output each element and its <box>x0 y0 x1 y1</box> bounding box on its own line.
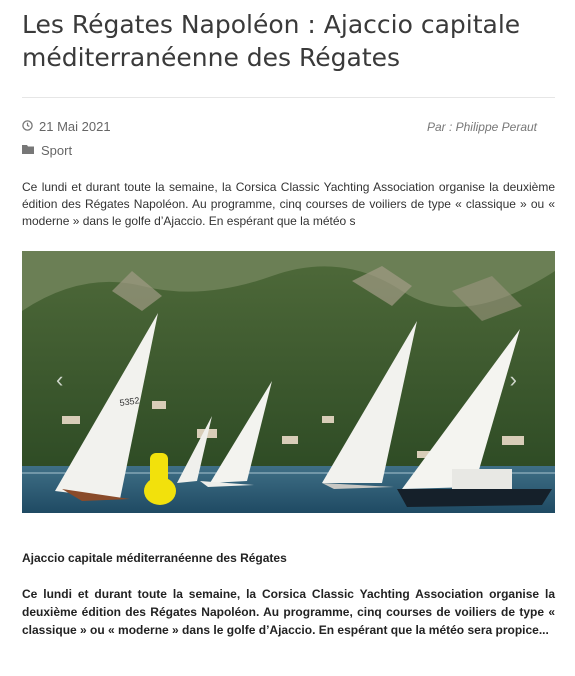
date-text: 21 Mai 2021 <box>39 119 111 134</box>
section-title: Ajaccio capitale méditerranéenne des Régates <box>22 551 287 565</box>
article-intro: Ce lundi et durant toute la semaine, la Corsica Classic Yachting Association organise la deuxième édition des Régates Napoléon. Au programme, cinq courses de voiliers de type « classique » ou « moderne » dans le golfe d’Ajaccio. En espérant que la météo s <box>22 180 555 228</box>
sail-number: 5352 <box>118 395 141 408</box>
chevron-right-icon[interactable]: › <box>509 367 517 392</box>
folder-icon <box>22 143 35 158</box>
chevron-left-icon[interactable]: ‹ <box>56 367 64 392</box>
clock-icon <box>22 119 33 134</box>
article-author: Par : Philippe Peraut <box>426 120 537 134</box>
regatta-photo <box>22 251 555 513</box>
article-date <box>22 119 111 134</box>
category-link[interactable]: Sport <box>41 143 73 158</box>
article-title: Les Régates Napoléon : Ajaccio capitale méditerranéenne des Régates <box>22 10 521 72</box>
image-slider[interactable] <box>22 251 555 513</box>
title-divider <box>22 97 555 98</box>
article-category[interactable] <box>22 143 72 158</box>
article-body: Ce lundi et durant toute la semaine, la Corsica Classic Yachting Association organise la deuxième édition des Régates Napoléon. Au programme, cinq courses de voiliers de type « classique » ou « moderne » dans le golfe d’Ajaccio. En espérant que la météo sera propice... <box>22 587 555 637</box>
